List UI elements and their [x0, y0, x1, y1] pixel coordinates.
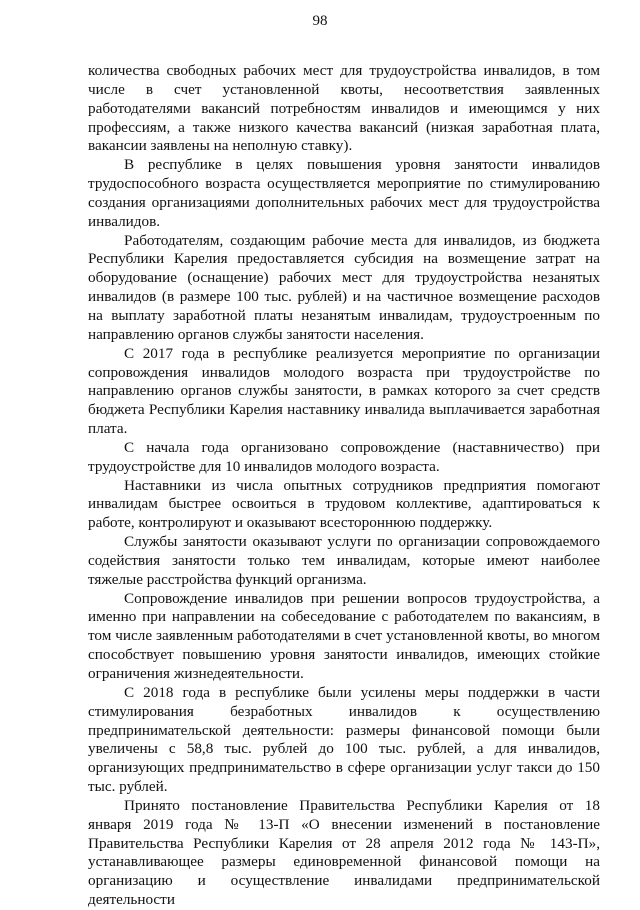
paragraph-1: количества свободных рабочих мест для трудоустройства инвалидов, в том числе в счет установленной квоты, несоответствия заявленных работодателями вакансий потребностям инвалидов и имеющимся у них профессиям, а также низкого качества вакансий (низкая заработная плата, вакансии заявлены на неполную ставку).	[88, 62, 600, 155]
paragraph-6: Наставники из числа опытных сотрудников предприятия помогают инвалидам быстрее освоиться в трудовом коллективе, адаптироваться к работе, контролируют и оказывают всестороннюю поддержку.	[88, 476, 600, 532]
paragraph-5: С начала года организовано сопровождение (наставничество) при трудоустройстве для 10 инвалидов молодого возраста.	[88, 438, 600, 475]
paragraph-7: Службы занятости оказывают услуги по организации сопровождаемого содействия занятости только тем инвалидам, которые имеют наиболее тяжелые расстройства функций организма.	[88, 533, 600, 588]
page-number: 98	[312, 13, 328, 29]
paragraph-10: Принято постановление Правительства Республики Карелия от 18 января 2019 года № 13-П «О внесении изменений в постановление Правительства Республики Карелия от 28 апреля 2012 года № 143-П», устанавливающее размеры единовременной финансовой помощи на организацию и осуществление инвалидами предпринимательской деятельности	[88, 796, 600, 909]
paragraph-8: Сопровождение инвалидов при решении вопросов трудоустройства, а именно при направлении на собеседование с работодателем по вакансиям, в том числе заявленным работодателями в счет установленной квоты, во многом способствует повышению уровня занятости инвалидов, имеющих стойкие ограничения жизнедеятельности.	[88, 589, 600, 682]
paragraph-2: В республике в целях повышения уровня занятости инвалидов трудоспособного возраста осуществляется мероприятие по стимулированию создания организациями дополнительных рабочих мест для трудоустройства инвалидов.	[88, 156, 600, 230]
paragraph-9: С 2018 года в республике были усилены меры поддержки в части стимулирования безработных инвалидов к осуществлению предпринимательской деятельности: размеры финансовой помощи были увеличены с 58,8 тыс. рублей до 100 тыс. рублей, а для инвалидов, организующих предпринимательство в сфере организации услуг такси до 150 тыс. рублей.	[88, 683, 600, 796]
paragraph-3: Работодателям, создающим рабочие места для инвалидов, из бюджета Республики Карелия предоставляется субсидия на возмещение затрат на оборудование (оснащение) рабочих мест для трудоустройства незанятых инвалидов (в размере 100 тыс. рублей) и на частичное возмещение расходов на выплату заработной платы незанятым инвалидам, трудоустроенным по направлению органов службы занятости населения.	[88, 231, 600, 343]
document-body	[88, 62, 600, 910]
paragraph-4: С 2017 года в республике реализуется мероприятие по организации сопровождения инвалидов молодого возраста при трудоустройстве по направлению органов службы занятости, в рамках которого за счет средств бюджета Республики Карелия наставнику инвалида выплачивается заработная плата.	[88, 344, 600, 438]
